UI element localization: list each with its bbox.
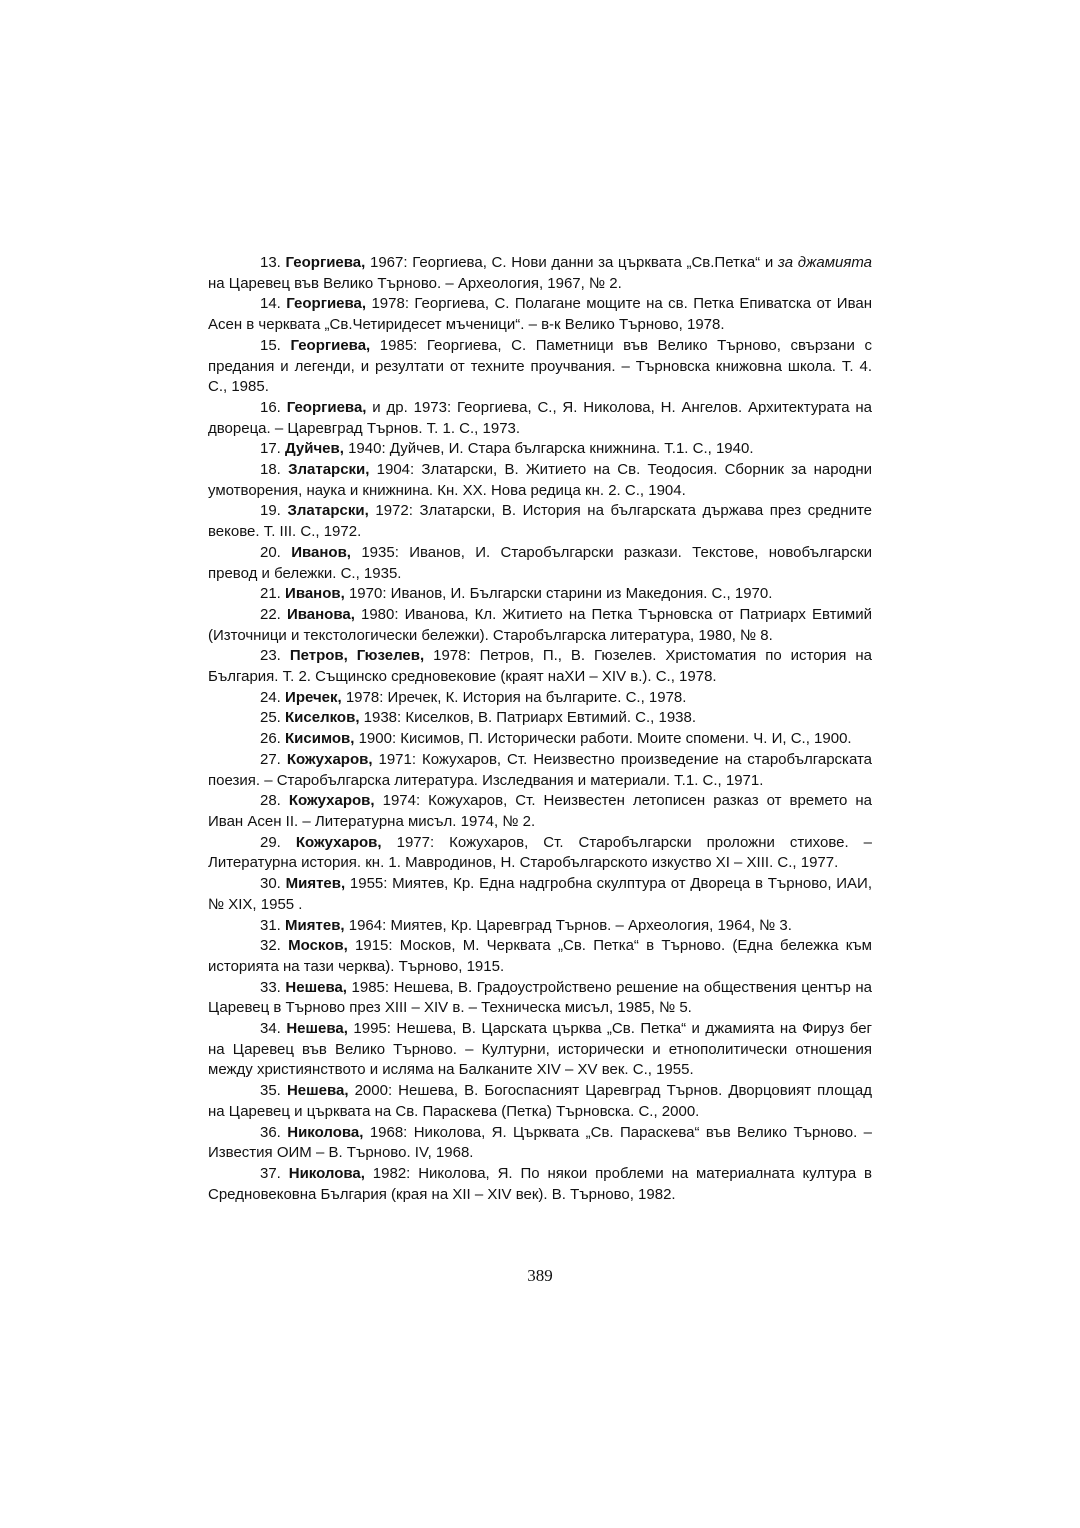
reference-author: Кисимов, — [285, 730, 355, 748]
reference-author: Георгиева, — [285, 254, 366, 271]
reference-item: 18. Златарски, 1904: Златарски, В. Житието на Св. Теодосия. Сборник за народни умотворения, наука и книжнина. Кн. ХХ. Нова редица кн. 2. С., 1904. — [208, 461, 872, 499]
reference-item: 27. Кожухаров, 1971: Кожухаров, Ст. Неизвестно произведение на старобългарската поезия. – Старобългарска литература. Изследвания и материали. Т.1. С., 1971. — [208, 750, 873, 789]
reference-item: 14. Георгиева, 1978: Георгиева, С. Полагане мощите на св. Петка Епиватска от Иван Асен в черквата „Св.Четиридесет мъченици“. – в-к Велико Търново, 1978. — [208, 295, 872, 334]
reference-item: 23. Петров, Гюзелев, 1978: Петров, П., В. Гюзелев. Христоматия по история на България. Т. 2. Същинско средновековие (краят наХИ – ХІV в.). С., 1978. — [208, 647, 872, 686]
reference-author: Миятев, — [285, 916, 345, 934]
reference-item: 22. Иванова, 1980: Иванова, Кл. Житието на Петка Търновска от Патриарх Евтимий (Източници и текстологически бележки). Старобългарска литература, 1980, № 8. — [208, 605, 872, 644]
reference-author: Москов, — [288, 937, 348, 955]
reference-author: Дуйчев, — [285, 440, 344, 458]
reference-author: Киселков, — [285, 709, 360, 727]
reference-author: Николова, — [287, 1123, 364, 1141]
reference-item: 28. Кожухаров, 1974: Кожухаров, Ст. Неизвестен летописен разказ от времето на Иван Асен ІІ. – Литературна мисъл. 1974, № 2. — [208, 792, 872, 830]
reference-item: 20. Иванов, 1935: Иванов, И. Старобългарски разкази. Текстове, новобългарски превод и бележки. С., 1935. — [208, 543, 873, 582]
reference-item: 31. Миятев, 1964: Миятев, Кр. Царевград Търнов. – Археология, 1964, № 3. — [260, 916, 792, 934]
reference-item: 37. Николова, 1982: Николова, Я. По някои проблеми на материалната култура в Средновековна България (края на ХІІ – ХІV век). В. Търново, 1982. — [208, 1164, 872, 1203]
reference-author: Нешева, — [285, 978, 347, 996]
reference-author: Иванова, — [286, 605, 355, 623]
reference-item: 16. Георгиева, и др. 1973: Георгиева, С., Я. Николова, Н. Ангелов. Архитектурата на двореца. – Царевград Търнов. Т. 1. С., 1973. — [208, 398, 873, 437]
reference-item: 15. Георгиева, 1985: Георгиева, С. Паметници във Велико Търново, свързани с предания и легенди, и резултати от техните проучвания. – Търновска книжовна школа. Т. 4. С., 1985. — [208, 336, 873, 396]
reference-item: 25. Киселков, 1938: Киселков, В. Патриарх Евтимий. С., 1938. — [260, 709, 697, 727]
reference-item: 24. Иречек, 1978: Иречек, К. История на българите. С., 1978. — [260, 688, 687, 706]
reference-item: 29. Кожухаров, 1977: Кожухаров, Ст. Старобългарски проложни стихове. – Литературна история. кн. 1. Мавродинов, Н. Старобългарското изкуство ХІ – ХІІІ. С., 1977. — [208, 833, 872, 872]
reference-author: Георгиева, — [290, 336, 371, 354]
reference-author: Златарски, — [288, 461, 370, 479]
bibliography-list — [208, 253, 872, 1205]
reference-author: Миятев, — [285, 875, 346, 893]
reference-author: Николова, — [288, 1164, 365, 1182]
reference-author: Нешева, — [286, 1020, 348, 1038]
reference-item: 30. Миятев, 1955: Миятев, Кр. Една надгробна скулптура от Двореца в Търново, ИАИ, № ХІХ, 1955 . — [208, 875, 873, 913]
reference-author: Нешева, — [286, 1082, 349, 1100]
reference-item: 32. Москов, 1915: Москов, М. Черквата „Св. Петка“ в Търново. (Една бележка към историята на тази черква). Търново, 1915. — [208, 937, 872, 975]
reference-author: Кожухаров, — [288, 792, 375, 810]
reference-item: 13. Георгиева, 1967: Георгиева, С. Нови данни за църквата „Св.Петка“ и за джамията на Царевец във Велико Търново. – Археология, 1967, № 2. — [208, 254, 872, 292]
reference-author: Кожухаров, — [286, 750, 373, 768]
reference-author: Иречек, — [285, 688, 342, 706]
reference-author: Кожухаров, — [295, 833, 382, 851]
reference-author: Златарски, — [287, 502, 369, 520]
reference-author: Георгиева, — [286, 295, 367, 313]
reference-author: Петров, Гюзелев, — [289, 647, 425, 665]
reference-item: 19. Златарски, 1972: Златарски, В. История на българската държава през средните векове. Т. ІІІ. С., 1972. — [208, 502, 873, 541]
reference-author: Иванов, — [285, 585, 345, 603]
reference-item: 36. Николова, 1968: Николова, Я. Църквата „Св. Параскева“ във Велико Търново. – Известия ОИМ – В. Търново. ІV, 1968. — [208, 1123, 873, 1162]
page-number: 389 — [527, 1266, 553, 1285]
reference-item: 33. Нешева, 1985: Нешева, В. Градоустройствено решение на обществения център на Царевец в Търново през ХІІІ – ХІV в. – Техническа мисъл, 1985, № 5. — [208, 978, 873, 1017]
reference-item: 21. Иванов, 1970: Иванов, И. Български старини из Македония. С., 1970. — [260, 585, 773, 603]
reference-author: Георгиева, — [286, 398, 367, 416]
reference-item: 17. Дуйчев, 1940: Дуйчев, И. Стара българска книжнина. Т.1. С., 1940. — [260, 440, 754, 458]
reference-item: 26. Кисимов, 1900: Кисимов, П. Исторически работи. Моите спомени. Ч. И, С., 1900. — [260, 730, 852, 748]
reference-item: 35. Нешева, 2000: Нешева, В. Богоспасният Царевград Търнов. Дворцовият площад на Царевец и църквата на Св. Параскева (Петка) Търновска. С., 2000. — [208, 1082, 872, 1120]
reference-author: Иванов, — [291, 543, 351, 561]
reference-item: 34. Нешева, 1995: Нешева, В. Царската църква „Св. Петка“ и джамията на Фируз бег на Царевец във Велико Търново. – Културни, исторически и етнополитически отношения между християнството и исляма на Балканите ХІV – ХV век. С., 1955. — [208, 1020, 873, 1079]
